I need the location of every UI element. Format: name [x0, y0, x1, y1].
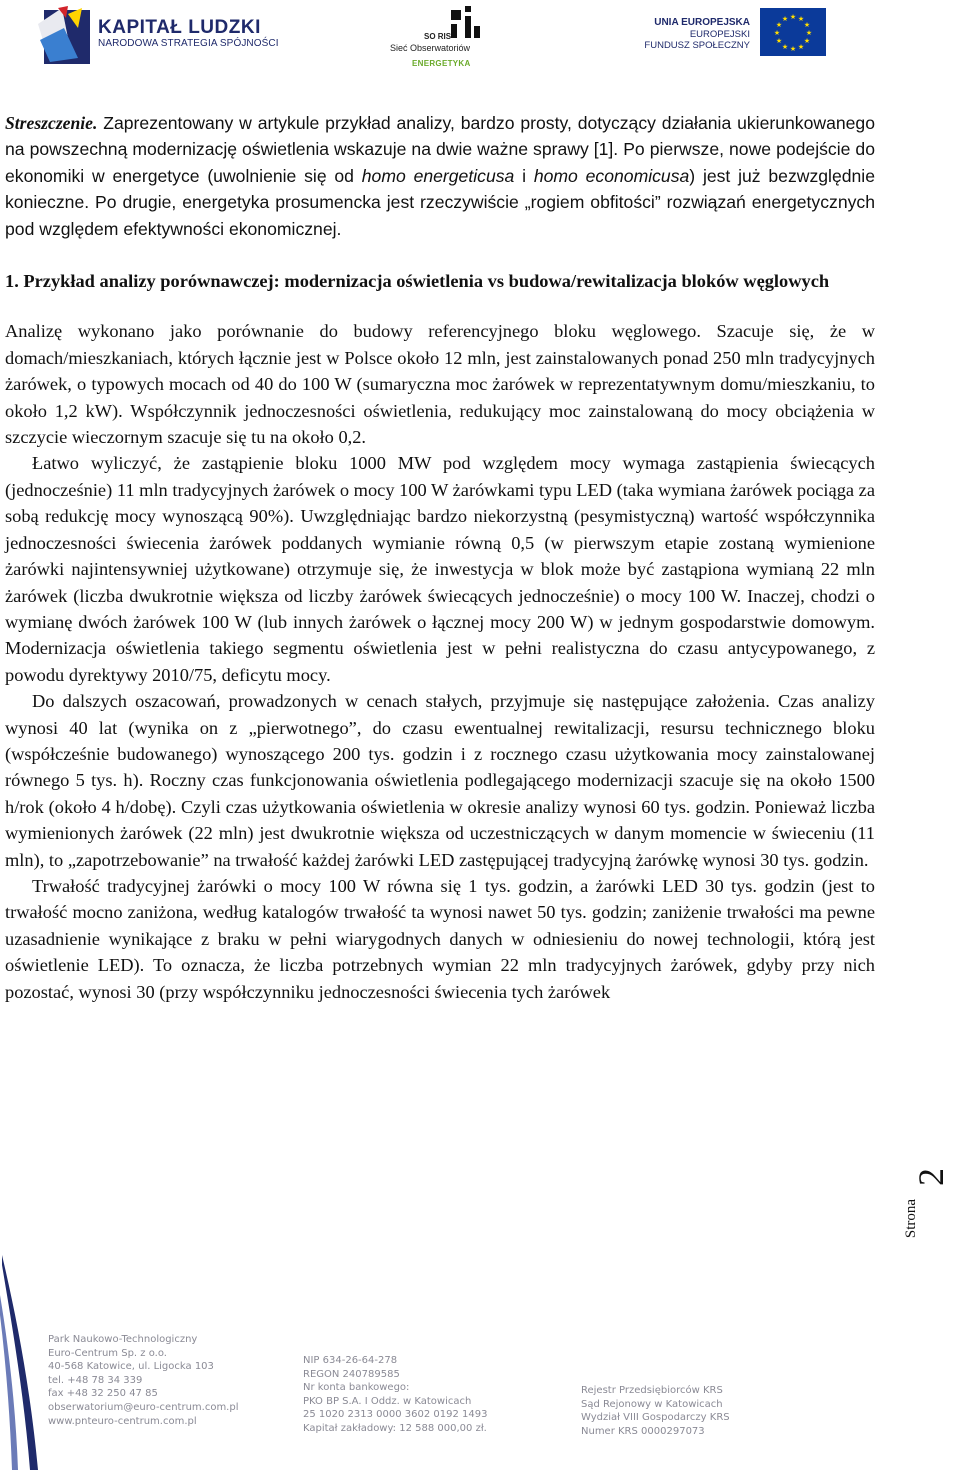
eu-line-2: EUROPEJSKI [689, 28, 750, 40]
footer-line: 40-568 Katowice, ul. Ligocka 103 [48, 1361, 214, 1373]
abstract-em-1: homo energeticusa [361, 165, 515, 186]
page-word: Strona [903, 1198, 920, 1239]
svg-text:★: ★ [805, 29, 813, 37]
paragraph: Do dalszych oszacowań, prowadzonych w cenach stałych, przyjmuje się następujące założenia. Czas analizy wynosi 40 lat (wynika on z „pierwotnego”, do czasu ewentualnej rewitalizacji, resursu technicznego bloku (współcześnie budowanego) wynoszącego 200 tys. godzin i z rocznego czasu użytkowania mocy zainstalowanej równego 5 tys. h). Roczny czas funkcjonowania oświetlenia podlegającego modernizacji szacuje się na około 1500 h/rok (około 4 h/dobę). Czyli czas użytkowania oświetlenia w okresie analizy wynosi 60 tys. godzin. Ponieważ liczba wymienionych żarówek (22 mln) jest dwukrotnie większa od uczestniczących w danym momencie w świeceniu (11 mln), to „zapotrzebowanie” na trwałość każdej żarówki LED zastępującej tradycyjną żarówkę wynosi 30 tys. godzin. [5, 691, 875, 870]
svg-text:★: ★ [781, 43, 789, 51]
footer-bank-info [303, 1354, 488, 1436]
footer-company-info [48, 1333, 239, 1428]
svg-text:★: ★ [803, 21, 811, 29]
svg-text:★: ★ [775, 37, 783, 45]
footer-line: Nr konta bankowego: [303, 1382, 410, 1394]
page-number: 2 [911, 1168, 951, 1186]
soris-logo [384, 4, 494, 70]
footer-website[interactable]: www.pnteuro-centrum.com.pl [48, 1415, 197, 1427]
soris-subtitle: Sieć Obserwatoriów [390, 43, 471, 53]
page-footer [0, 1255, 960, 1470]
article-body [5, 110, 875, 1005]
footer-swoosh-decoration [0, 1255, 44, 1470]
abstract-lead: Streszczenie. [5, 113, 98, 133]
eu-line-3: FUNDUSZ SPOŁECZNY [644, 40, 750, 51]
footer-line: tel. +48 78 34 339 [48, 1374, 143, 1386]
kl-title: KAPITAŁ LUDZKI [98, 17, 261, 38]
footer-line: Euro-Centrum Sp. z o.o. [48, 1347, 167, 1359]
abstract [5, 110, 875, 242]
abstract-em-2: homo economicusa [533, 165, 690, 186]
eu-line-1: UNIA EUROPEJSKA [654, 17, 750, 28]
soris-mark-icon [447, 6, 481, 40]
footer-line: NIP 634-26-64-278 [303, 1355, 398, 1366]
svg-text:★: ★ [803, 37, 811, 45]
abstract-mid: i [522, 165, 527, 186]
eu-flag-icon [760, 8, 826, 56]
page-header [0, 0, 960, 75]
svg-text:★: ★ [789, 45, 797, 53]
paragraph: Trwałość tradycyjnej żarówki o mocy 100 W równa się 1 tys. godzin, a żarówki LED 30 tys. godzin (jest to trwałość mocno zaniżona, według katalogów trwałość ta wynosi nawet 50 tys. godzin; zaniżenie trwałości ma pewne uzasadnienie wynikające z braku w pełni wiarygodnych danych w odniesieniu do nowej technologii, którą jest oświetlenie LED). To oznacza, że liczba potrzebnych wymian 22 mln tradycyjnych żarówek, gdyby przy nich pozostać, wynosi 30 (przy współczynniku jednoczesności świecenia tych żarówek [5, 875, 875, 1002]
footer-line: Park Naukowo-Technologiczny [48, 1334, 198, 1345]
svg-text:★: ★ [797, 43, 805, 51]
footer-line: REGON 240789585 [303, 1368, 400, 1380]
footer-line: Sąd Rejonowy w Katowicach [581, 1398, 723, 1410]
svg-text:★: ★ [775, 21, 783, 29]
paragraph: Analizę wykonano jako porównanie do budowy referencyjnego bloku węglowego. Szacuje się, że w domach/mieszkaniach, których łącznie jest w Polsce około 12 mln, jest zainstalowanych ponad 250 mln tradycyjnych żarówek, o typowych mocach od 40 do 100 W (sumaryczna moc żarówek w reprezentatywnym domu/mieszkaniu, to około 1,2 kW). Współczynnik jednoczesności oświetlenia, redukujący moc zainstalowaną do mocy obciążenia w szczycie wieczornym szacuje się tu na około 0,2. [5, 321, 875, 448]
footer-registry-info [581, 1384, 730, 1438]
footer-line: Numer KRS 0000297073 [581, 1425, 705, 1437]
svg-text:★: ★ [781, 15, 789, 23]
svg-text:★: ★ [789, 13, 797, 21]
abstract-text-2: ) jest już bezwzględnie konieczne. Po drugie, energetyka prosumencka jest rzeczywiście „rogiem obfitości” rozwiązań energetycznych pod względem efektywności ekonomicznej. [5, 165, 876, 239]
svg-text:★: ★ [773, 29, 781, 37]
kapital-ludzki-wordmark [98, 18, 279, 50]
footer-line: Rejestr Przedsiębiorców KRS [581, 1385, 723, 1396]
kl-subtitle: NARODOWA STRATEGIA SPÓJNOŚCI [98, 38, 279, 49]
paragraph: Łatwo wyliczyć, że zastąpienie bloku 1000 MW pod względem mocy wymaga zastąpienia świecących (jednocześnie) 11 mln tradycyjnych żarówek o mocy 100 W żarówkami typu LED (taka wymiana żarówek pociąga za sobą redukcję mocy wynoszącą 90%). Uwzględniając bardzo niekorzystną (pesymistyczną) wartość współczynnika jednoczesności świecenia żarówek poddanych wymianie równą 0,5 (w pierwszym etapie zostaną wymienione żarówki najintensywniej użytkowane) otrzymuje się, że inwestycja w blok może być zastąpiona wymianą 22 mln żarówek (liczba dwukrotnie większa od liczby żarówek świecących jednocześnie) o mocy 100 W. Inaczej, chodzi o wymianę dwóch żarówek 100 W (lub innych żarówek o łącznej mocy 200 W) w jednym gospodarstwie domowym. Modernizacja oświetlenia takiego segmentu oświetlenia jest w pełni realistyczna do czasu antycypowanego, z powodu dyrektywy 2010/75, deficytu mocy. [5, 453, 875, 685]
footer-email[interactable]: obserwatorium@euro-centrum.com.pl [48, 1401, 239, 1413]
svg-text:★: ★ [797, 15, 805, 23]
footer-line: fax +48 32 250 47 85 [48, 1388, 158, 1400]
page-number-label [903, 1168, 960, 1260]
footer-line: Wydział VIII Gospodarczy KRS [581, 1412, 730, 1424]
footer-line: PKO BP S.A. I Oddz. w Katowicach [303, 1395, 472, 1407]
soris-name: SO RIS [424, 32, 452, 41]
eu-wordmark [620, 17, 750, 52]
soris-energy: ENERGETYKA [412, 59, 471, 68]
kapital-ludzki-logo [38, 6, 94, 64]
abstract-text: Zaprezentowany w artykule przykład analizy, bardzo prosty, dotyczący działania ukierunkowanego na powszechną modernizację oświetlenia wskazuje na dwie ważne sprawy [1]. Po pierwsze, nowe podejście do ekonomiki w energetyce (uwolnienie się od [5, 113, 875, 186]
footer-line: Kapitał zakładowy: 12 588 000,00 zł. [303, 1422, 487, 1434]
section-heading: 1. Przykład analizy porównawczej: modernizacja oświetlenia vs budowa/rewitalizacja bloków węglowych [5, 271, 830, 292]
footer-line: 25 1020 2313 0000 3602 0192 1493 [303, 1409, 488, 1421]
